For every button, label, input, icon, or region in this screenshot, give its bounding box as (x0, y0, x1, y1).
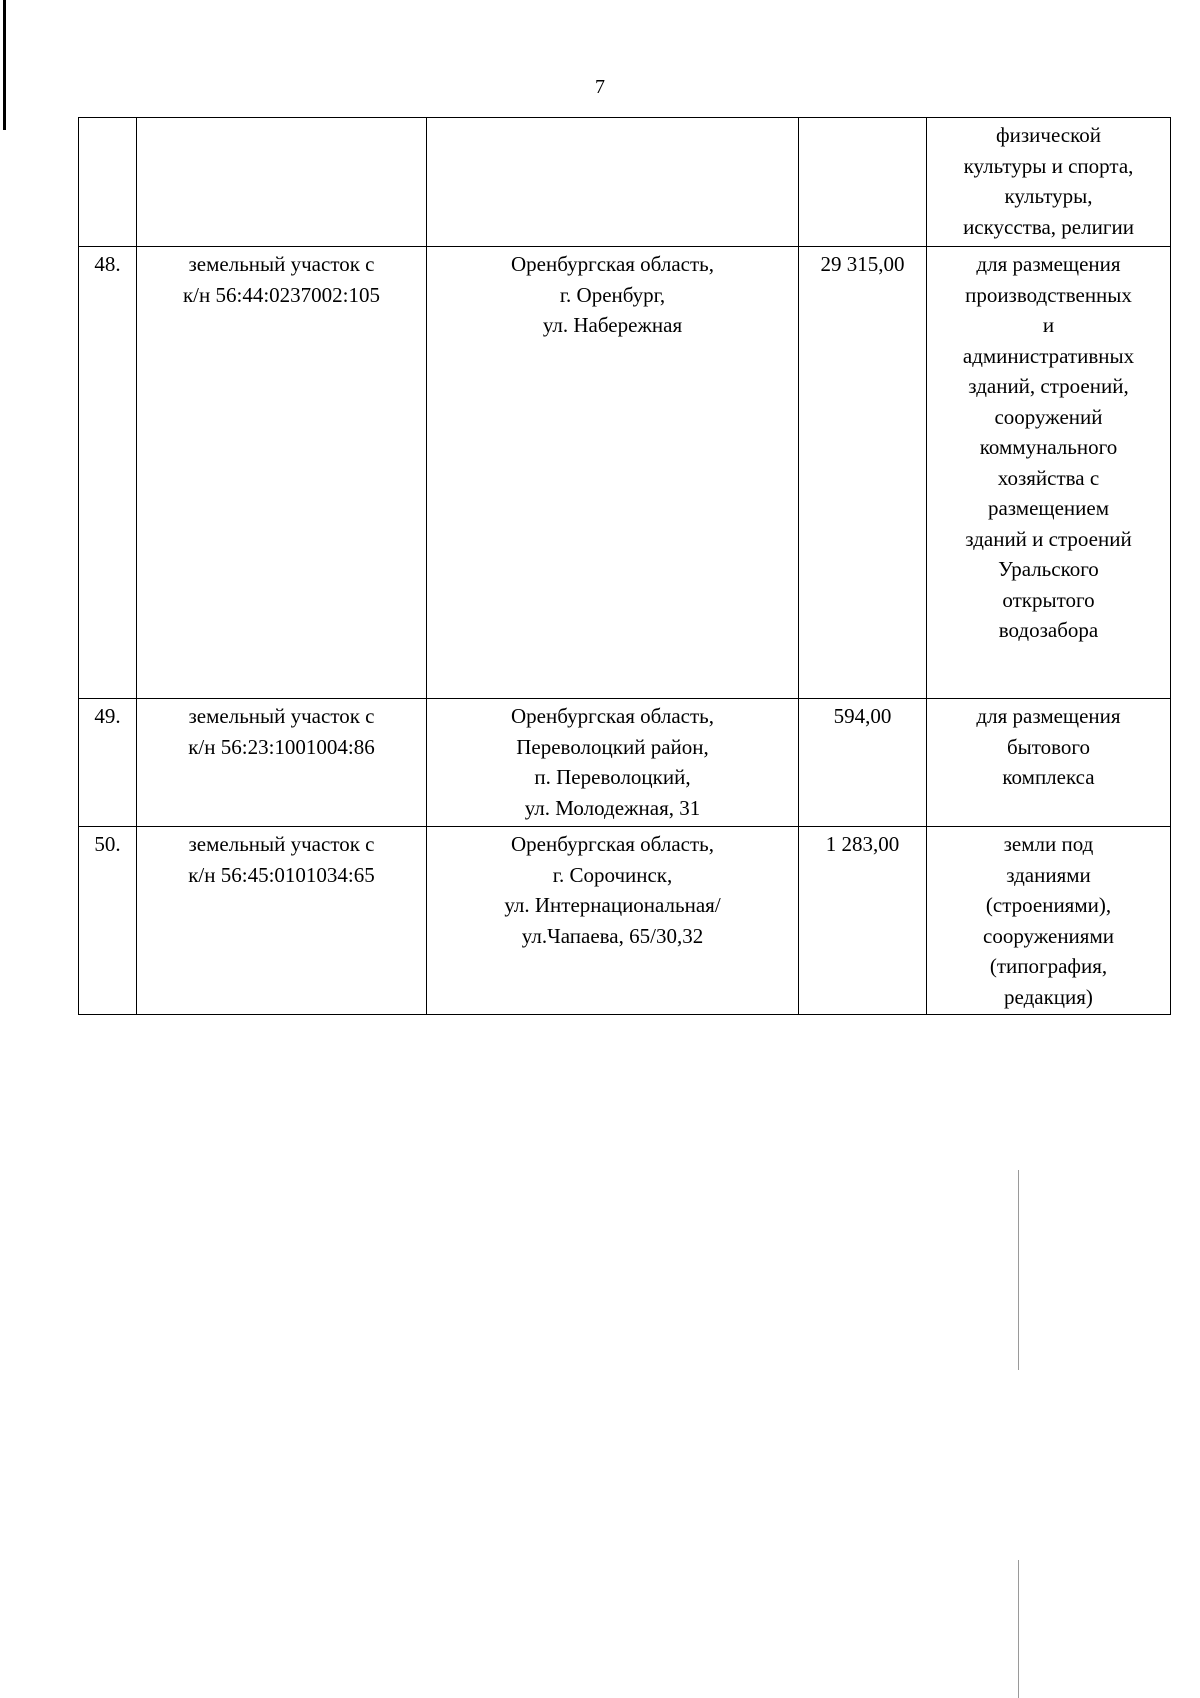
text-line: зданий, строений, (968, 374, 1129, 398)
land-plots-table (78, 117, 1171, 1015)
text-line: земельный участок с (188, 704, 375, 728)
cell-address (427, 699, 799, 827)
text-line: Оренбургская область, (511, 704, 714, 728)
cell-object (137, 699, 427, 827)
cell-address (427, 118, 799, 247)
cell-number: 49. (79, 699, 137, 827)
cell-address (427, 827, 799, 1015)
text-line: водозабора (998, 618, 1099, 642)
cell-area: 1 283,00 (799, 827, 927, 1015)
text-line: Оренбургская область, (511, 832, 714, 856)
text-line: к/н 56:44:0237002:105 (182, 282, 381, 307)
cell-area: 29 315,00 (799, 247, 927, 699)
text-line: комплекса (1002, 765, 1095, 789)
cell-area (799, 118, 927, 247)
cell-number (79, 118, 137, 247)
text-line: административных (962, 343, 1135, 368)
text-line: Уральского (998, 557, 1099, 581)
text-line: хозяйства с (997, 465, 1100, 490)
text-line: (типография, (989, 954, 1108, 978)
cell-purpose (927, 118, 1171, 247)
text-line: производственных (965, 282, 1132, 307)
cell-object (137, 247, 427, 699)
cell-address (427, 247, 799, 699)
cell-number: 48. (79, 247, 137, 699)
table-row-continuation (79, 118, 1171, 247)
cell-purpose (927, 699, 1171, 827)
cell-purpose (927, 827, 1171, 1015)
text-line: (строениями), (985, 893, 1112, 917)
text-line: физической (996, 123, 1101, 147)
text-line: искусства, религии (963, 214, 1134, 239)
table-row (79, 827, 1171, 1015)
text-line: и (1042, 313, 1055, 337)
text-line: г. Оренбург, (559, 282, 666, 307)
text-line: бытового (1006, 734, 1091, 759)
cell-number: 50. (79, 827, 137, 1015)
text-line: коммунального (979, 435, 1118, 459)
table-row (79, 699, 1171, 827)
cell-area: 594,00 (799, 699, 927, 827)
text-line: ул. Интернациональная/ (504, 893, 721, 917)
text-line: для размещения (976, 252, 1121, 276)
text-line: ул. Набережная (542, 313, 683, 337)
table-row (79, 247, 1171, 699)
text-line: сооружений (994, 404, 1103, 429)
text-line: сооружениями (983, 923, 1114, 948)
text-line: г. Сорочинск, (552, 862, 673, 887)
cell-purpose (927, 247, 1171, 699)
text-line: зданий и строений (965, 526, 1132, 551)
cell-object (137, 118, 427, 247)
text-line: размещением (987, 496, 1109, 520)
scan-artifact-line (1018, 1170, 1019, 1370)
text-line: для размещения (976, 704, 1121, 728)
text-line: Оренбургская область, (511, 252, 714, 276)
text-line: земельный участок с (188, 832, 375, 856)
text-line: открытого (1002, 587, 1095, 612)
text-line: земельный участок с (188, 252, 375, 276)
page-number: 7 (595, 76, 605, 98)
text-line: редакция) (1004, 984, 1093, 1009)
text-line: зданиями (1006, 862, 1091, 887)
cell-object (137, 827, 427, 1015)
scan-edge (3, 0, 6, 130)
text-line: ул.Чапаева, 65/30,32 (521, 923, 704, 948)
text-line: культуры, (1004, 184, 1093, 208)
text-line: к/н 56:45:0101034:65 (188, 862, 375, 887)
text-line: Переволоцкий район, (516, 734, 709, 759)
text-line: ул. Молодежная, 31 (524, 795, 701, 820)
text-line: земли под (1003, 832, 1094, 856)
text-line: культуры и спорта, (963, 153, 1134, 178)
text-line: п. Переволоцкий, (534, 765, 691, 789)
scan-artifact-line (1018, 1560, 1019, 1698)
text-line: к/н 56:23:1001004:86 (188, 734, 375, 759)
